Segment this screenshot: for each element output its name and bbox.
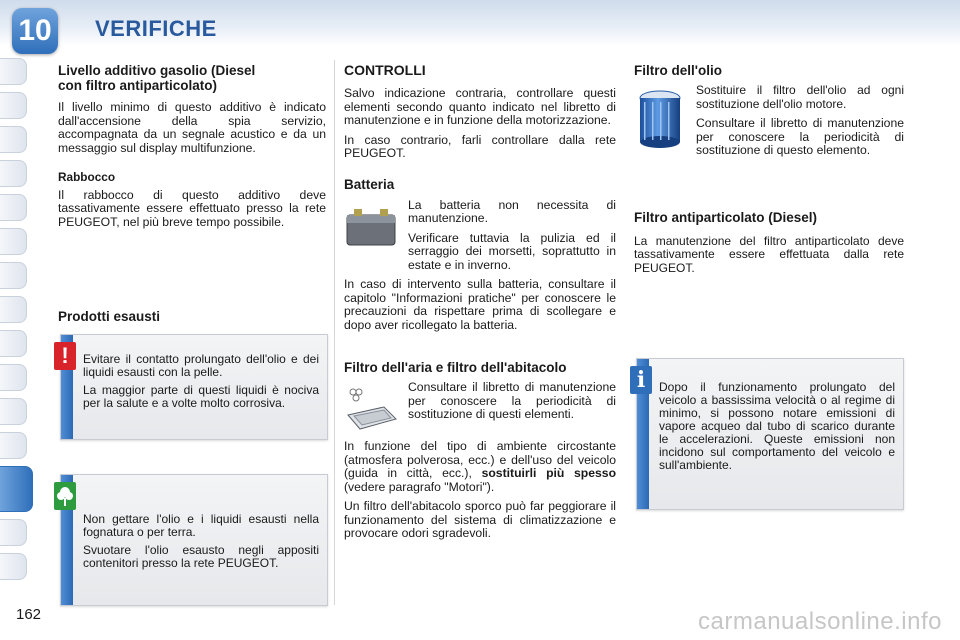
chapter-tab[interactable] [0, 262, 27, 289]
warning-text-2: La maggior parte di questi liquidi è nociva per la salute e a volte molto corrosiva. [83, 383, 319, 410]
warning-box [60, 334, 328, 440]
chapter-tab[interactable] [0, 92, 27, 119]
filtro-aria-title: Filtro dell'aria e filtro dell'abitacolo [344, 360, 567, 375]
chapter-tab[interactable] [0, 228, 27, 255]
chapter-tab[interactable] [0, 194, 27, 221]
filtro-aria-text-1: Consultare il libretto di manutenzione per conoscere la periodicità di sostituzione di questi elementi. [408, 380, 616, 421]
chapter-tab[interactable] [0, 364, 27, 391]
info-box [636, 358, 904, 510]
additivo-title-line1: Livello additivo gasolio (Diesel [58, 63, 256, 78]
chapter-tab[interactable] [0, 58, 27, 85]
battery-icon [344, 199, 400, 279]
controlli-title: CONTROLLI [344, 62, 426, 78]
antiparticolato-title: Filtro antiparticolato (Diesel) [634, 209, 818, 225]
chapter-title: VERIFICHE [95, 16, 217, 41]
warning-text-1: Evitare il contatto prolungato dell'olio e dei liquidi esausti con la pelle. [83, 352, 319, 379]
batteria-text-1: La batteria non necessita di manutenzione. [408, 197, 616, 225]
info-text: Dopo il funzionamento prolungato del veicolo a bassissima velocità o al regime di minimo, si possono notare emissioni di vapore acqueo dal tubo di scarico durante le accelerazioni. Queste emissioni non incidono sul comportamento del veicolo e sull'ambiente. [659, 380, 895, 472]
chapter-tab[interactable] [0, 519, 27, 546]
middle-column [344, 63, 616, 547]
chapter-tab[interactable] [0, 160, 27, 187]
olio-row [634, 84, 904, 164]
additivo-body: Il livello minimo di questo additivo è indicato dall'accensione della spia servizio, accompagnata da un segnale acustico e da un messaggio sul display multifunzione. [58, 100, 326, 155]
additivo-title [58, 63, 326, 93]
watermark: carmanualsonline.info [698, 608, 942, 635]
column-divider [334, 60, 335, 605]
rabbocco-body: Il rabbocco di questo additivo deve tassativamente essere effettuato presso la rete PEUGEOT, nel più breve tempo possibile. [58, 187, 326, 229]
rabbocco-title: Rabbocco [58, 170, 116, 184]
batteria-row [344, 199, 616, 279]
chapter-tab-active[interactable] [0, 466, 33, 512]
filtro-aria-text-2-end: (vedere paragrafo "Motori"). [344, 479, 495, 494]
page-number: 162 [16, 606, 42, 623]
controlli-text-2: In caso contrario, farli controllare dalla rete PEUGEOT. [344, 132, 616, 160]
batteria-text-3: In caso di intervento sulla batteria, consultare il capitolo "Informazioni pratiche" per conoscere le precauzioni da rispettare prima di scollegare e dopo aver ricollegato la batteria. [344, 277, 616, 332]
info-box-text [659, 381, 895, 477]
chapter-tab[interactable] [0, 126, 27, 153]
esausti-title: Prodotti esausti [58, 309, 161, 324]
filtro-aria-text-2 [344, 440, 616, 494]
environment-text-1: Non gettare l'olio e i liquidi esausti nella fognatura o per terra. [83, 512, 319, 539]
air-filter-icon [344, 381, 400, 440]
chapter-tab[interactable] [0, 330, 27, 357]
right-column [634, 63, 904, 281]
batteria-text-2: Verificare tuttavia la pulizia ed il serraggio dei morsetti, soprattutto in estate e in inverno. [408, 230, 616, 272]
info-icon: i [630, 366, 652, 394]
olio-title: Filtro dell'olio [634, 63, 722, 78]
chapter-tab[interactable] [0, 296, 27, 323]
filtro-aria-text-2-bold: sostituirli più spesso [481, 466, 617, 480]
oil-filter-icon [634, 84, 686, 164]
chapter-tabs [0, 58, 36, 587]
filtro-aria-text-2-start: In funzione del tipo di ambiente circostante (atmosfera polverosa, ecc.) e dell'uso del veicolo (guida in città, ecc.), [344, 439, 616, 480]
olio-text-1: Sostituire il filtro dell'olio ad ogni sostituzione dell'olio motore. [696, 83, 904, 111]
environment-box-text [83, 513, 319, 575]
warning-box-text [83, 353, 319, 415]
environment-box [60, 474, 328, 606]
environment-text-2: Svuotare l'olio esausto negli appositi contenitori presso la rete PEUGEOT. [83, 543, 319, 570]
chapter-tab[interactable] [0, 398, 27, 425]
left-column [58, 63, 326, 235]
additivo-title-line2: con filtro antiparticolato) [58, 78, 218, 93]
filtro-aria-text-3: Un filtro dell'abitacolo sporco può far peggiorare il funzionamento del sistema di climatizzazione e provocare odori sgradevoli. [344, 499, 616, 540]
filtro-aria-row [344, 381, 616, 440]
olio-text-2: Consultare il libretto di manutenzione per conoscere la periodicità di sostituzione di questo elemento. [696, 116, 904, 157]
warning-icon: ! [54, 342, 76, 370]
chapter-number-badge: 10 [12, 8, 58, 54]
batteria-title: Batteria [344, 176, 395, 192]
environment-icon [54, 482, 76, 510]
chapter-tab[interactable] [0, 553, 27, 580]
antiparticolato-text: La manutenzione del filtro antiparticolato deve tassativamente essere effettuata dalla rete PEUGEOT. [634, 233, 904, 275]
controlli-text-1: Salvo indicazione contraria, controllare questi elementi secondo quanto indicato nel libretto di manutenzione e in funzione della motorizzazione. [344, 86, 616, 127]
chapter-tab[interactable] [0, 432, 27, 459]
